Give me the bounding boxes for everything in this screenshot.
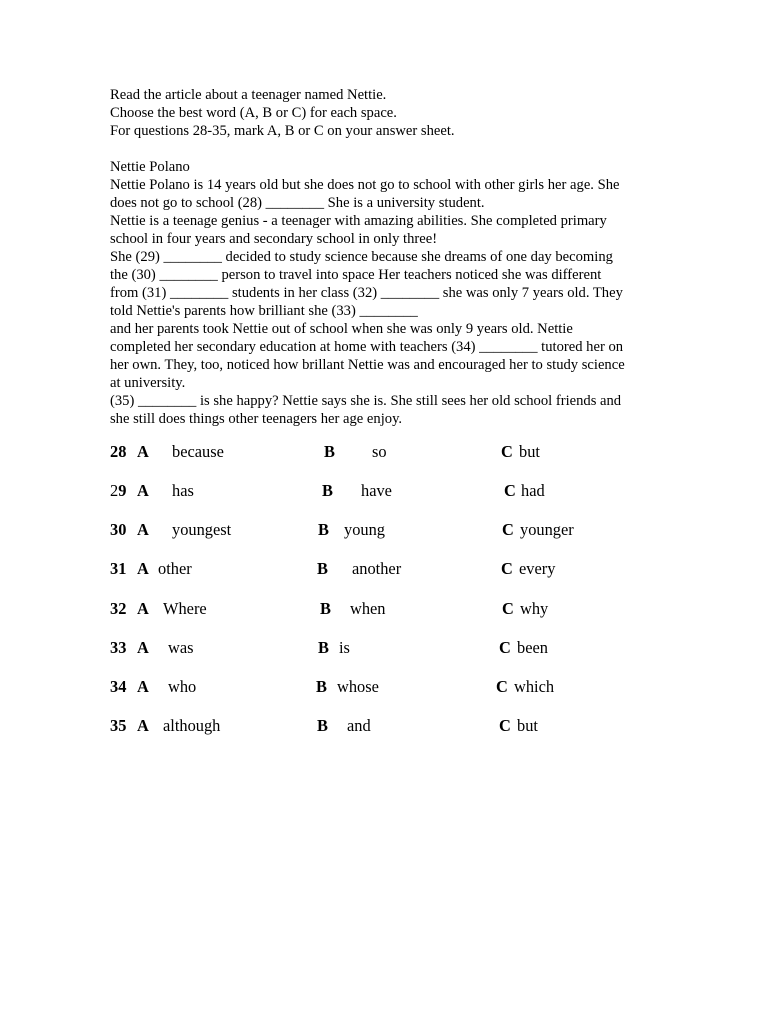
question-number: 32	[110, 599, 127, 618]
option-c-text: but	[517, 716, 538, 735]
option-c-letter: C	[501, 559, 513, 578]
question-number: 33	[110, 638, 127, 657]
question-number: 30	[110, 520, 127, 539]
option-b-text: whose	[337, 677, 379, 696]
option-c-letter: C	[501, 442, 513, 461]
option-a-text: youngest	[172, 520, 232, 539]
instruction-line: Read the article about a teenager named Nettie.	[110, 87, 387, 103]
article-line: Nettie Polano is 14 years old but she does not go to school with other girls her age. She	[110, 177, 620, 193]
option-a-letter: A	[137, 481, 149, 500]
option-c-text: which	[514, 677, 555, 696]
option-a-letter: A	[137, 442, 149, 461]
article-line: school in four years and secondary school in only three!	[110, 231, 438, 247]
option-b-letter: B	[322, 481, 333, 500]
article-line: does not go to school (28) ________ She is a university student.	[110, 195, 485, 211]
article-line: Nettie is a teenage genius - a teenager with amazing abilities. She completed primary	[110, 213, 607, 229]
option-b-text: young	[344, 520, 385, 539]
option-a-letter: A	[137, 677, 149, 696]
option-a-text: has	[172, 481, 194, 500]
question-number: 34	[110, 677, 127, 696]
option-a-letter: A	[137, 716, 149, 735]
option-b-letter: B	[324, 442, 335, 461]
option-c-letter: C	[502, 520, 514, 539]
article-line: she still does things other teenagers her age enjoy.	[110, 411, 403, 427]
option-b-text: so	[372, 442, 387, 461]
option-c-letter: C	[502, 599, 514, 618]
article-line: completed her secondary education at home with teachers (34) ________ tutored her on	[110, 339, 624, 355]
question-number: 29	[110, 481, 127, 500]
option-c-letter: C	[499, 638, 511, 657]
option-a-letter: A	[137, 559, 149, 578]
instruction-line: Choose the best word (A, B or C) for each space.	[110, 105, 397, 121]
option-a-letter: A	[137, 599, 149, 618]
article-line: the (30) ________ person to travel into space Her teachers noticed she was different	[110, 267, 602, 283]
option-b-text: another	[352, 559, 402, 578]
instruction-line: For questions 28-35, mark A, B or C on your answer sheet.	[110, 123, 455, 139]
question-number: 28	[110, 442, 127, 461]
document-page	[110, 86, 670, 428]
question-number: 35	[110, 716, 127, 735]
option-c-letter: C	[496, 677, 508, 696]
article-line: (35) ________ is she happy? Nettie says she is. She still sees her old school friends and	[110, 393, 622, 409]
article-line: and her parents took Nettie out of school when she was only 9 years old. Nettie	[110, 321, 573, 337]
option-c-text: been	[517, 638, 548, 657]
option-c-text: younger	[520, 520, 574, 539]
question-number: 31	[110, 559, 127, 578]
option-b-letter: B	[320, 599, 331, 618]
option-c-text: every	[519, 559, 556, 578]
option-b-letter: B	[318, 520, 329, 539]
option-a-text: Where	[163, 599, 207, 618]
option-c-text: why	[520, 599, 549, 618]
option-b-letter: B	[317, 559, 328, 578]
option-c-text: but	[519, 442, 540, 461]
option-c-text: had	[521, 481, 545, 500]
option-a-text: other	[158, 559, 192, 578]
option-a-letter: A	[137, 638, 149, 657]
option-a-text: was	[168, 638, 194, 657]
option-b-letter: B	[318, 638, 329, 657]
option-c-letter: C	[504, 481, 516, 500]
article-line: She (29) ________ decided to study science because she dreams of one day becoming	[110, 249, 613, 265]
option-a-text: who	[168, 677, 197, 696]
option-b-letter: B	[316, 677, 327, 696]
option-b-text: have	[361, 481, 392, 500]
article-line: told Nettie's parents how brilliant she (33) ________	[110, 303, 418, 319]
option-a-letter: A	[137, 520, 149, 539]
option-b-letter: B	[317, 716, 328, 735]
article-title: Nettie Polano	[110, 159, 190, 175]
article-line: her own. They, too, noticed how brillant Nettie was and encouraged her to study science	[110, 357, 625, 373]
option-c-letter: C	[499, 716, 511, 735]
article-line: from (31) ________ students in her class (32) ________ she was only 7 years old. They	[110, 285, 623, 301]
option-a-text: although	[163, 716, 221, 735]
option-a-text: because	[172, 442, 224, 461]
option-b-text: and	[347, 716, 371, 735]
article-line: at university.	[110, 375, 186, 391]
option-b-text: is	[339, 638, 350, 657]
option-b-text: when	[350, 599, 386, 618]
